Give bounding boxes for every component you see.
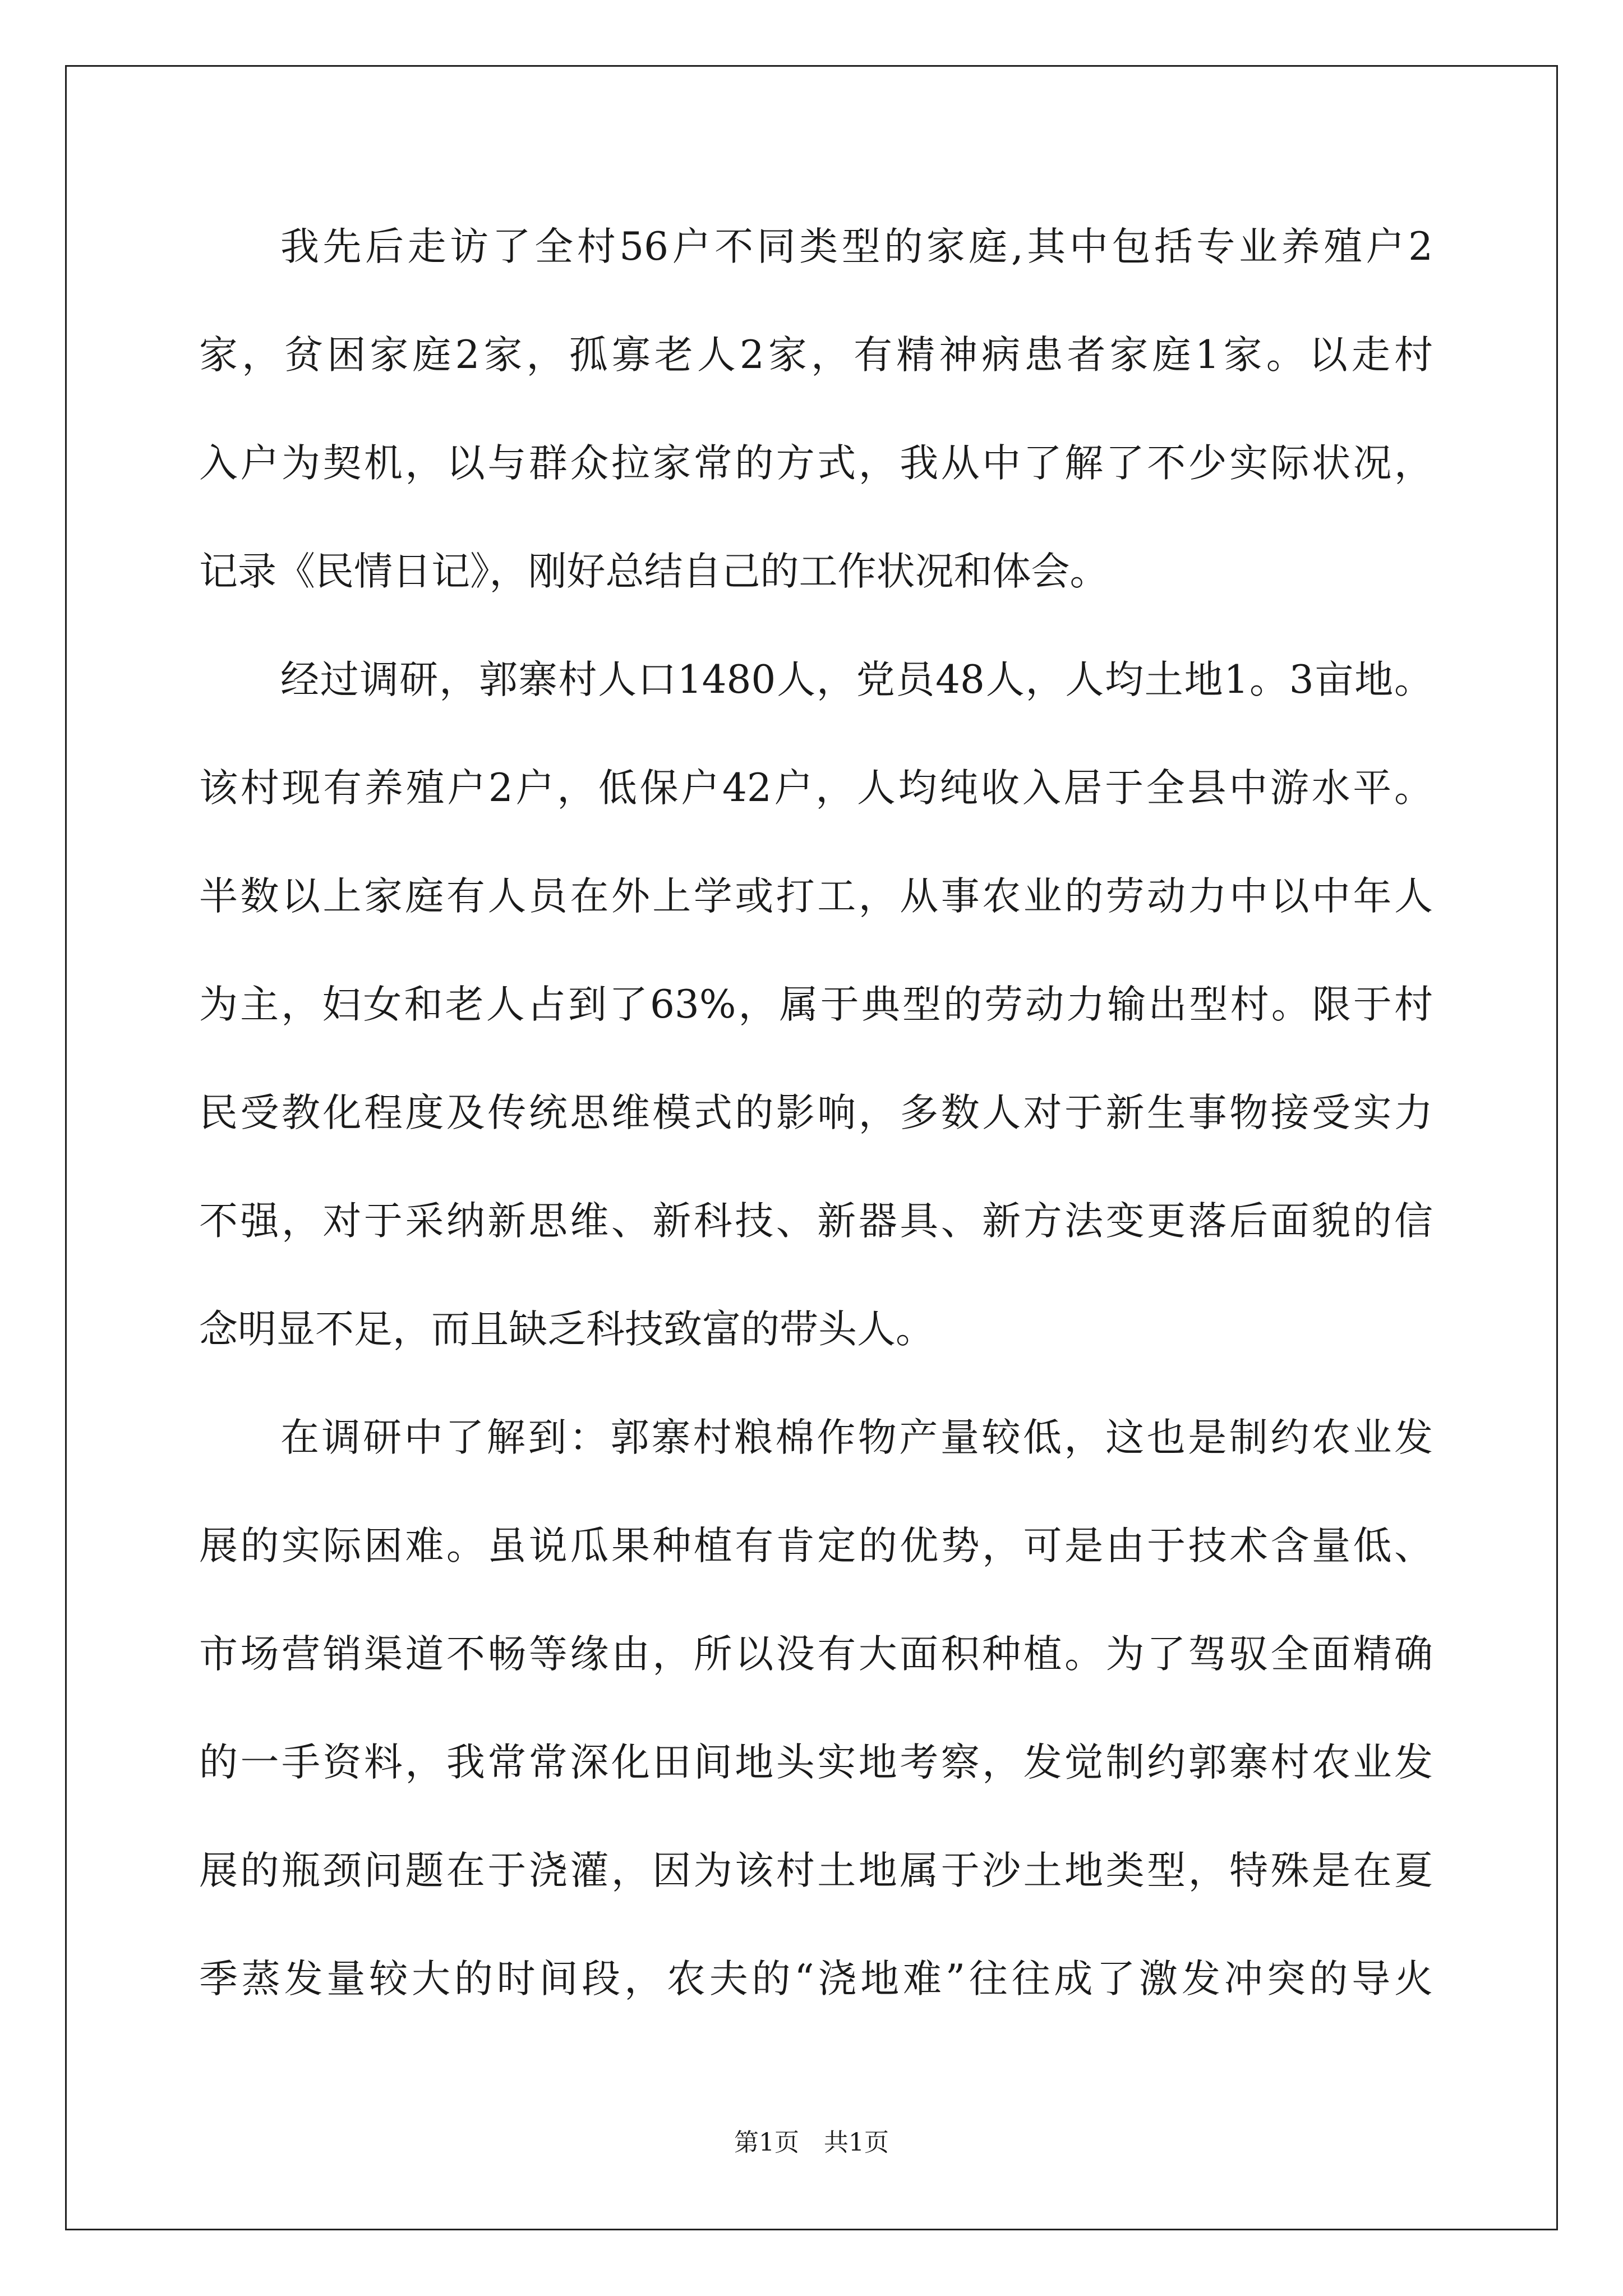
text-line: 家，贫困家庭2家，孤寡老人2家，有精神病患者家庭1家。以走村	[199, 333, 1433, 378]
text-line: 不强，对于采纳新思维、新科技、新器具、新方法变更落后面貌的信	[199, 1199, 1433, 1244]
text-line: 展的实际困难。虽说瓜果种植有肯定的优势，可是由于技术含量低、	[199, 1524, 1433, 1568]
text-line: 的一手资料，我常常深化田间地头实地考察，发觉制约郭寨村农业发	[199, 1740, 1433, 1785]
page-number-label: 第1页 共1页	[734, 2128, 889, 2157]
text-line: 经过调研，郭寨村人口1480人，党员48人，人均土地1。3亩地。	[280, 657, 1433, 702]
text-line: 在调研中了解到：郭寨村粮棉作物产量较低，这也是制约农业发	[280, 1415, 1433, 1460]
text-line: 民受教化程度及传统思维模式的影响，多数人对于新生事物接受实力	[199, 1091, 1433, 1135]
paragraph	[199, 646, 1433, 1404]
text-line: 念明显不足，而且缺乏科技致富的带头人。	[199, 1307, 934, 1352]
page-footer	[0, 2126, 1623, 2160]
paragraph	[199, 1404, 1433, 2054]
text-line: 我先后走访了全村56户不同类型的家庭,其中包括专业养殖户2	[280, 224, 1433, 269]
text-line: 展的瓶颈问题在于浇灌，因为该村土地属于沙土地类型，特殊是在夏	[199, 1848, 1433, 1893]
text-line: 半数以上家庭有人员在外上学或打工，从事农业的劳动力中以中年人	[199, 874, 1433, 919]
text-line: 入户为契机，以与群众拉家常的方式，我从中了解了不少实际状况，	[199, 441, 1433, 486]
document-body	[199, 213, 1433, 2054]
paragraph	[199, 213, 1433, 646]
text-line: 为主，妇女和老人占到了63%，属于典型的劳动力输出型村。限于村	[199, 982, 1433, 1027]
text-line: 市场营销渠道不畅等缘由，所以没有大面积种植。为了驾驭全面精确	[199, 1632, 1433, 1677]
text-line: 该村现有养殖户2户，低保户42户，人均纯收入居于全县中游水平。	[199, 766, 1433, 811]
text-line: 季蒸发量较大的时间段，农夫的“浇地难”往往成了激发冲突的导火	[199, 1957, 1433, 2001]
text-line: 记录《民情日记》，刚好总结自己的工作状况和体会。	[199, 549, 1109, 594]
